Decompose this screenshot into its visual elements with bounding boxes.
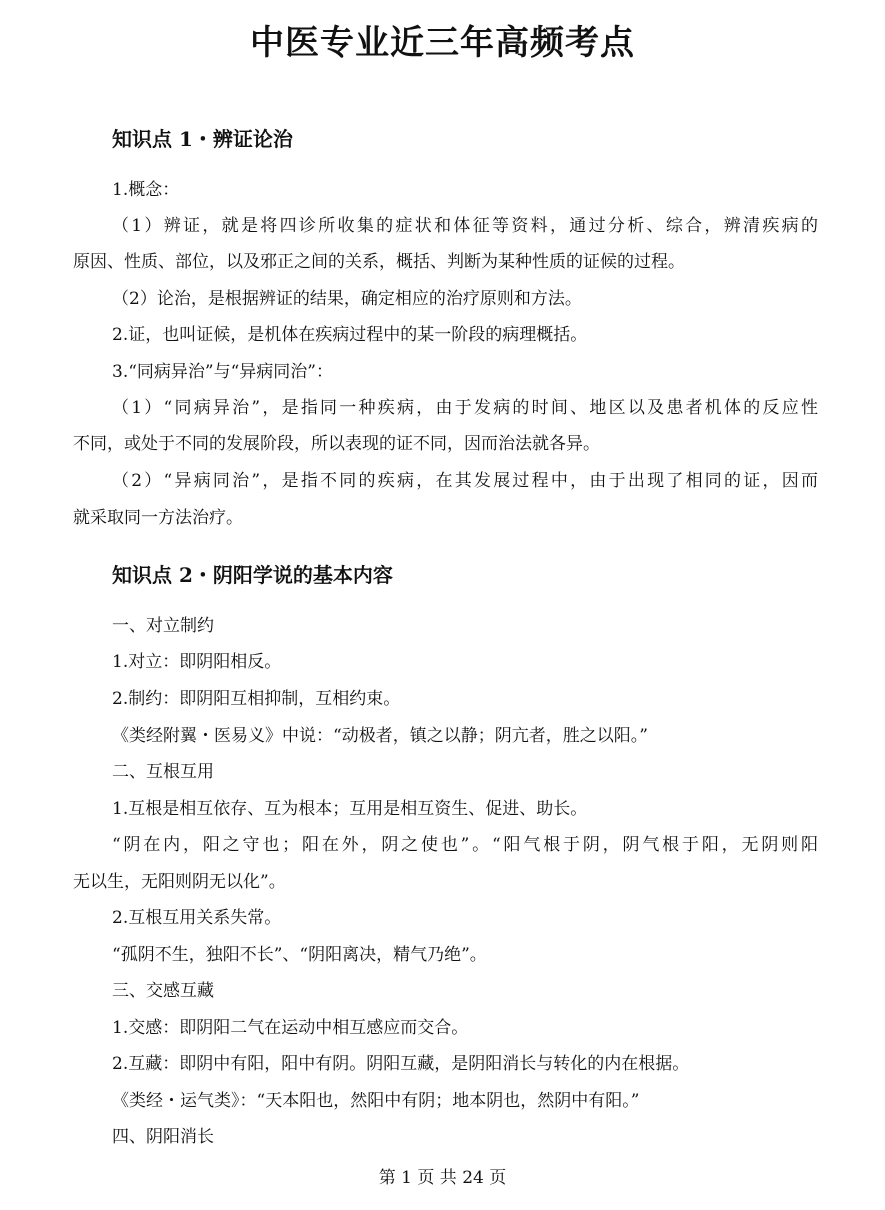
paragraph-line: （2）论治，是根据辨证的结果，确定相应的治疗原则和方法。 [112, 289, 582, 309]
paragraph-line: 1.互根是相互依存、互为根本；互用是相互资生、促进、助长。 [112, 799, 588, 819]
paragraph-line: （1）“同病异治”，是指同一种疾病，由于发病的时间、地区以及患者机体的反应性 [112, 398, 818, 418]
document-title: 中医专业近三年高频考点 [250, 23, 635, 63]
quotation-line: “孤阴不生，独阳不长”、“阴阳离决，精气乃绝”。 [112, 945, 487, 965]
paragraph-line: 3.“同病异治”与“异病同治”： [112, 362, 333, 382]
paragraph-line: 就采取同一方法治疗。 [73, 508, 243, 528]
page-number-footer: 第 1 页 共 24 页 [378, 1168, 507, 1188]
paragraph-line: 不同，或处于不同的发展阶段，所以表现的证不同，因而治法就各异。 [73, 434, 600, 454]
paragraph-line: 2.互藏：即阴中有阳，阳中有阴。阴阳互藏，是阴阳消长与转化的内在根据。 [112, 1054, 690, 1074]
paragraph-line: 1.对立：即阴阳相反。 [112, 652, 282, 672]
paragraph-line: 1.概念： [112, 180, 180, 200]
subsection-heading: 二、互根互用 [112, 762, 214, 782]
paragraph-line: 2.制约：即阴阳互相抑制，互相约束。 [112, 689, 401, 709]
paragraph-line: 2.证，也叫证候，是机体在疾病过程中的某一阶段的病理概括。 [112, 325, 588, 345]
section-heading-1: 知识点 1・辨证论治 [112, 127, 293, 151]
subsection-heading: 三、交感互藏 [112, 981, 214, 1001]
paragraph-line: 2.互根互用关系失常。 [112, 908, 282, 928]
subsection-heading: 四、阴阳消长 [112, 1127, 214, 1147]
subsection-heading: 一、对立制约 [112, 616, 214, 636]
paragraph-line: （1）辨证，就是将四诊所收集的症状和体征等资料，通过分析、综合，辨清疾病的 [112, 216, 818, 236]
paragraph-line: 1.交感：即阴阳二气在运动中相互感应而交合。 [112, 1018, 469, 1038]
quotation-line: 《类经附翼・医易义》中说：“动极者，镇之以静；阴亢者，胜之以阳。” [112, 726, 648, 746]
paragraph-line: 原因、性质、部位，以及邪正之间的关系，概括、判断为某种性质的证候的过程。 [73, 252, 685, 272]
paragraph-line: （2）“异病同治”，是指不同的疾病，在其发展过程中，由于出现了相同的证，因而 [112, 471, 818, 491]
section-heading-2: 知识点 2・阴阳学说的基本内容 [112, 563, 393, 587]
quotation-line: 《类经・运气类》：“天本阳也，然阳中有阴；地本阴也，然阴中有阳。” [112, 1091, 640, 1111]
quotation-line: 无以生，无阳则阴无以化”。 [73, 872, 286, 892]
quotation-line: “阴在内，阳之守也；阳在外，阴之使也”。“阳气根于阴，阴气根于阳，无阴则阳 [112, 835, 818, 855]
